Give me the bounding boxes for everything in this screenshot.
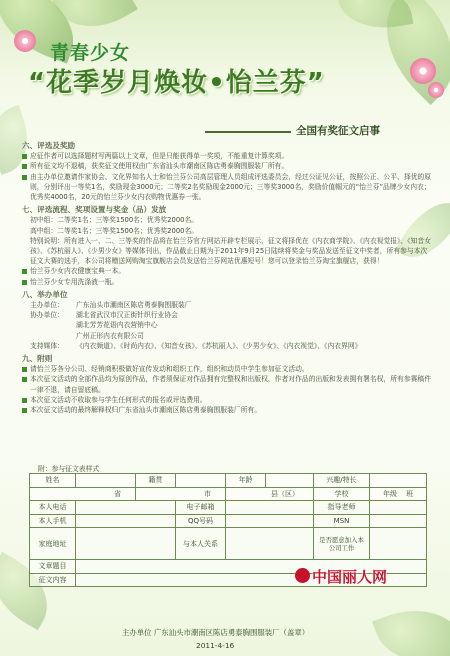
table-cell (266, 474, 314, 488)
bullet-item: 怡兰芬少女专用洗涤液一瓶。 (22, 277, 432, 287)
table-cell: 本人电话 (30, 501, 76, 515)
flower-icon (14, 30, 36, 52)
table-cell: 兴趣/特长 (314, 474, 370, 488)
item-value: 湖北芳芳花语内衣营销中心 (76, 321, 158, 330)
notice-body (22, 138, 432, 415)
bullet-item: 由主办单位邀请作家协会、文化界知名人士和怡兰芬公司高层管理人员组成评选委员会，经过公证见公证，按照公正、公平、择优的原则，分别评出一等奖1名，奖励现金3000元；二等奖2名奖励现金2000元；三等奖3000名，奖励价值帼元的“怡兰芬”品牌少女内衣；优秀奖4000名，20元的怡兰芬少女内衣购物优惠券一张。 (22, 172, 432, 203)
table-cell: 姓名 (30, 474, 76, 488)
table-cell: 家庭地址 (30, 528, 76, 560)
item-value: 广州正形内衣有限公司 (76, 331, 144, 340)
flower-icon (428, 82, 444, 98)
table-cell: 市 (136, 487, 226, 501)
section-heading: 七、评选流程、奖项设置与奖金（品）发放 (22, 205, 167, 215)
table-cell: 学校 (314, 487, 370, 501)
table-cell: 县（区） (226, 487, 314, 501)
table-cell: 文章题目 (30, 560, 76, 574)
table-cell (176, 474, 226, 488)
table-cell (370, 474, 427, 488)
table-cell: QQ号码 (176, 514, 226, 528)
bullet-item: 本次征文活动的全部作品均为原创作品，作者须保证对作品拥有完整权和出版权，作者对作品的出版和发表拥有署名权，所有参赛稿件一律不退，请自留底稿。 (22, 374, 432, 394)
page-title: “花季岁月焕妆•怡兰芬” (28, 68, 325, 98)
table-cell (370, 487, 427, 501)
item-key (30, 320, 76, 330)
bullet-item: 请怡兰芬各分公司、经销商积极做好宣传发动和组织工作，组织和动员中学生参加征文活动。 (22, 364, 432, 374)
footer-date: 2011-4-16 (196, 641, 235, 650)
table-cell: 征文内容 (30, 573, 76, 587)
logo-icon (295, 568, 310, 583)
table-row (30, 528, 427, 560)
paragraph: 初中组：二等奖1名；三等奖1500名；优秀奖2000名。 (30, 216, 199, 225)
table-cell (370, 528, 427, 560)
paragraph: 高中组：二等奖1名；三等奖1500名；优秀奖2000名。 (30, 226, 199, 235)
item-key: 支持媒体： (30, 341, 64, 350)
list-item (22, 300, 432, 310)
section-heading: 六、评选及奖励 (22, 141, 76, 150)
table-cell: 与本人关系 (176, 528, 226, 560)
form-title: 附：参与征文表样式 (38, 465, 100, 473)
bullet-item: 应征作者可以选择题材写两篇以上文章，但是只能获得单一奖项，不能重复计算奖项。 (22, 151, 432, 161)
list-item (22, 341, 432, 351)
table-cell: 籍贯 (136, 474, 176, 488)
list-item (22, 331, 432, 341)
table-cell: 是否愿意加入本公司工作 (314, 528, 370, 560)
bullet-item: 本次征文活动的最终解释权归广东省汕头市潮南区陈店勇泰胸围服装厂所有。 (22, 405, 432, 415)
table-cell: 省 (30, 487, 136, 501)
table-cell (226, 528, 314, 560)
paragraph: 特别说明：所有进入一、二、三等奖的作品将在怡兰芬官方网站开辟专栏展示，征文将择优在《内衣商学院》、《内衣视觉报》、《知音女孩》、《苏杭丽人》、《少男少女》等媒体刊出，作品截止日期为于2011年9月25日陆续将奖金与奖品发送至征文中奖者，所有参与本次征文大赛的选手，本公司将赠送网购淘宝旗舰店会员发送怡兰芬网站优惠短号！您可以登录怡兰芬淘宝旗舰店，获得！ (30, 236, 432, 266)
table-cell (76, 501, 176, 515)
item-value: 广东汕头市潮南区陈店勇泰胸围服装厂 (76, 301, 192, 310)
table-cell: 电子邮箱 (176, 501, 226, 515)
list-item (22, 310, 432, 320)
bullet-item: 怡兰芬少女内衣健康宝典一本。 (22, 266, 432, 276)
leaf-decoration (372, 594, 450, 656)
slogan: 全国有奖征文启事 (296, 125, 380, 137)
table-cell: 本人手机 (30, 514, 76, 528)
watermark: 中国丽人网 (312, 568, 388, 586)
table-cell (226, 514, 314, 528)
table-row (30, 487, 427, 501)
bullet-item: 本次征文活动不收取参与学生任何形式的报名或评选费用。 (22, 395, 432, 405)
item-value: 《内衣频道》、《时尚内衣》、《知音女孩》、《苏杭丽人》、《少男少女》、《内衣视觉》、《内衣界网》 (76, 341, 362, 350)
table-cell (76, 514, 176, 528)
table-cell: MSN (314, 514, 370, 528)
class-label: 班 (405, 489, 413, 498)
list-item (22, 320, 432, 330)
subtitle: 青春少女 (50, 42, 131, 64)
table-row (30, 474, 427, 488)
footer-sponsor: 主办单位 广东汕头市潮南区陈店勇泰胸围服装厂（盖章） (122, 628, 310, 637)
item-key (30, 331, 76, 341)
item-key: 协办单位： (30, 311, 64, 320)
table-cell (370, 501, 427, 515)
grade-label: 年级 (383, 489, 398, 498)
table-row (30, 514, 427, 528)
item-value: 湖北省武汉市汉正街针织行业协会 (76, 311, 178, 320)
table-cell (370, 514, 427, 528)
table-cell: 指导老师 (314, 501, 370, 515)
section-heading: 八、举办单位 (22, 289, 68, 299)
divider (205, 131, 291, 133)
table-cell (76, 474, 136, 488)
table-cell (76, 528, 176, 560)
table-cell (226, 501, 314, 515)
bullet-item: 所有征文均不退稿，获奖征文使用权由广东省汕头市潮南区陈店勇泰胸围服装厂所有。 (22, 161, 432, 171)
section-heading: 九、附则 (22, 354, 53, 364)
table-cell: 年龄 (226, 474, 266, 488)
item-key: 主办单位： (30, 301, 64, 310)
table-row (30, 501, 427, 515)
